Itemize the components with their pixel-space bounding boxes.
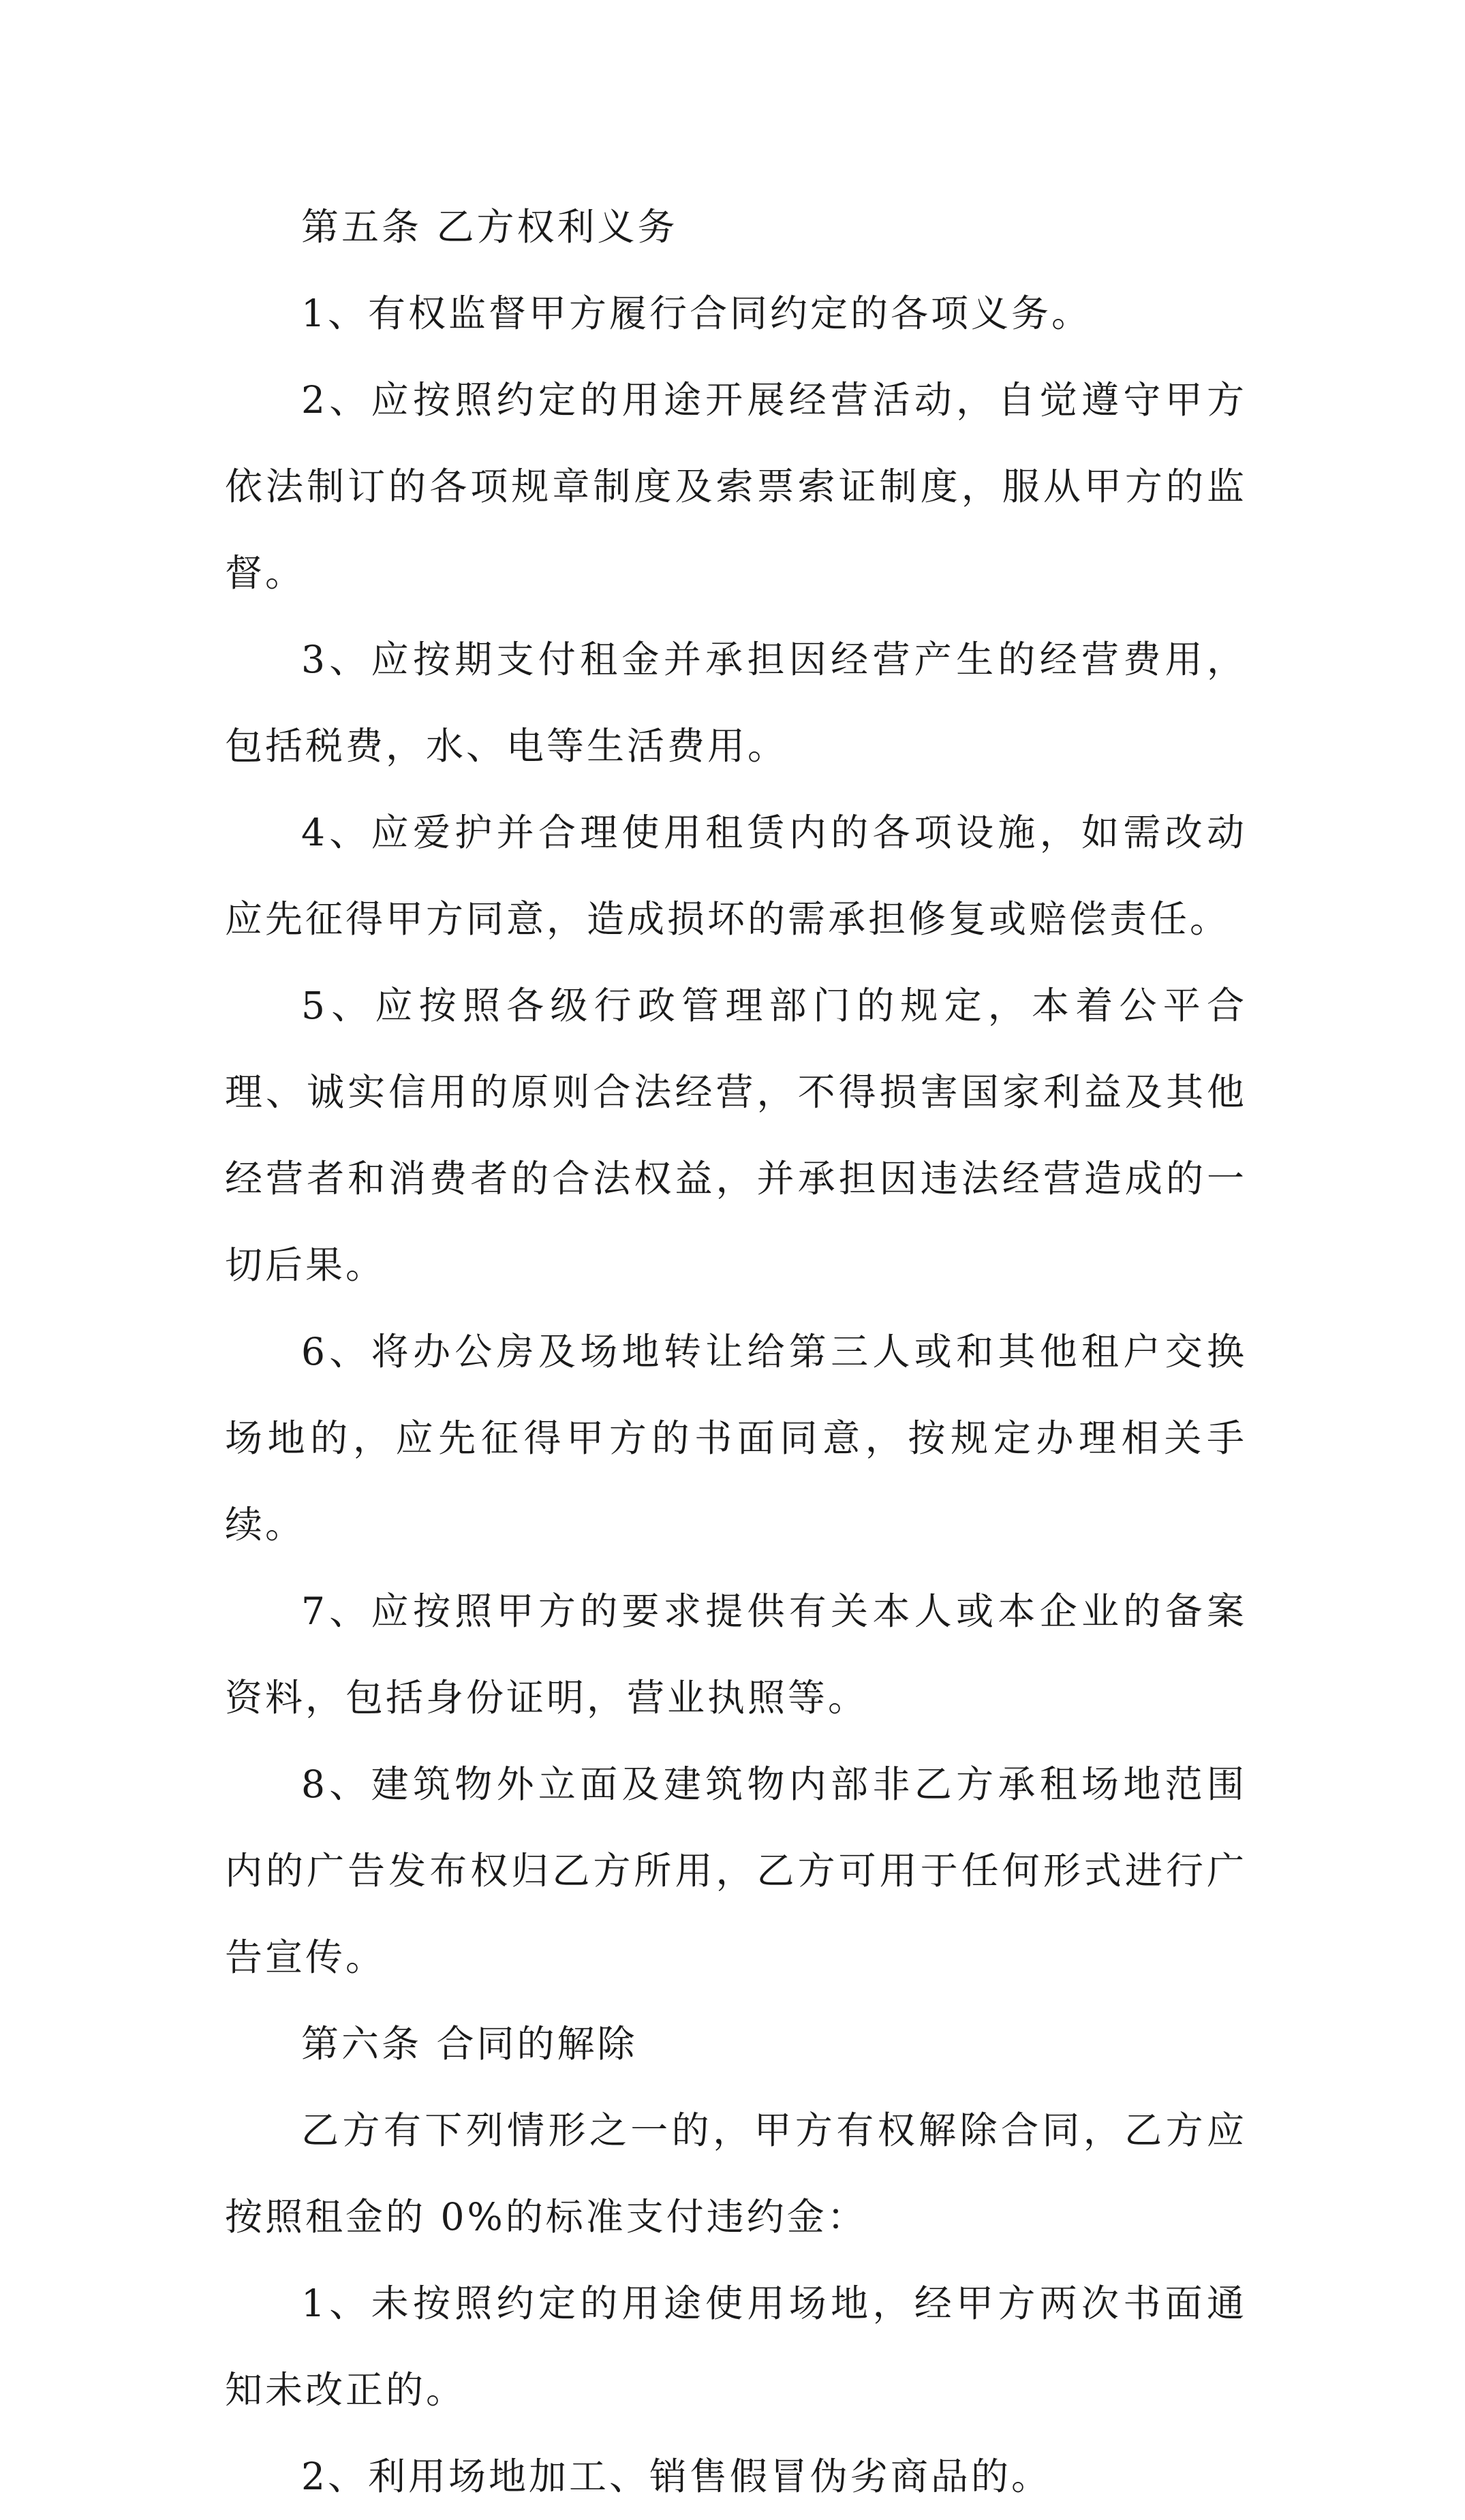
section-6-intro: 乙方有下列情形之一的，甲方有权解除合同，乙方应按照租金的 0%的标准支付违约金： [225,2109,1247,2239]
section-6-title: 第六条 合同的解除 [301,2022,638,2066]
section-5-item-4: 4、应爱护并合理使用租赁内的各项设施，如需改动应先征得甲方同意，造成损坏的需承担修复或赔偿责任。 [225,811,1247,941]
section-5-item-3: 3、应按期支付租金并承担因经营产生的经营费用，包括税费，水、电等生活费用。 [225,638,1247,768]
section-5-item-5: 5、应按照各级行政管理部门的规定，本着公平合理、诚实信用的原则合法经营，不得损害国家利益及其他经营者和消费者的合法权益，并承担因违法经营造成的一切后果。 [225,984,1247,1287]
section-5-item-2: 2、应按照约定的用途开展经营活动，自觉遵守甲方依法制订的各项规章制度及索票索证制度，服从甲方的监督。 [225,378,1247,595]
section-5-item-1: 1、有权监督甲方履行合同约定的各项义务。 [301,292,1092,335]
section-5-item-6: 6、将办公房及场地转让给第三人或和其他租户交换场地的，应先征得甲方的书面同意，按规定办理相关手续。 [225,1330,1247,1546]
document-body [225,184,1247,2520]
section-6-item-1: 1、未按照约定的用途使用场地，经甲方两次书面通知未改正的。 [225,2282,1247,2412]
section-5-item-8: 8、建筑物外立面及建筑物内部非乙方承租场地范围内的广告发布权归乙方所用，乙方可用于任何形式进行广告宣传。 [225,1762,1247,1979]
section-6-item-2: 2、利用场地加工、销售假冒伪劣商品的。 [301,2455,1051,2498]
section-5-item-7: 7、应按照甲方的要求提供有关本人或本企业的备案资料，包括身份证明，营业执照等。 [225,1589,1247,1720]
section-5-title: 第五条 乙方权利义务 [301,205,678,249]
